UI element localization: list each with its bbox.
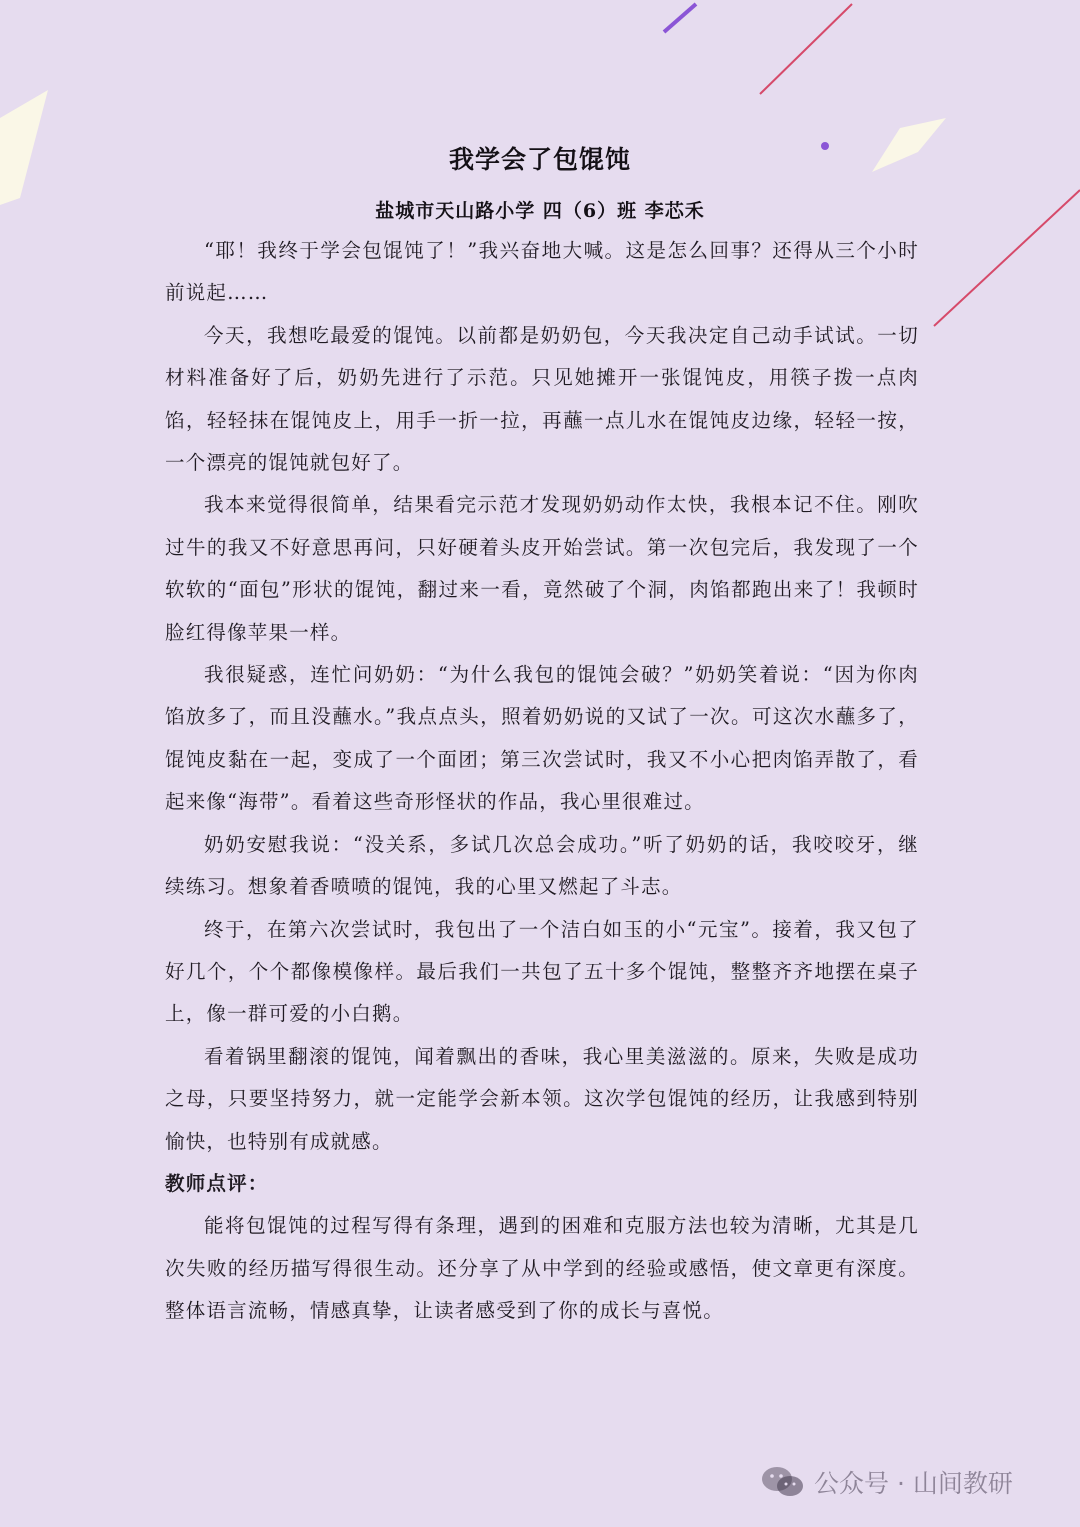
paragraph: 终于，在第六次尝试时，我包出了一个洁白如玉的小“元宝”。接着，我又包了好几个，个个都像模像样。最后我们一共包了五十多个馄饨，整整齐齐地摆在桌子上，像一群可爱的小白鹅。 bbox=[165, 917, 919, 1026]
watermark-text: 公众号 · 山间教研 bbox=[814, 1469, 1013, 1498]
article-title: 我学会了包馄饨 bbox=[448, 145, 631, 174]
paragraph: 我很疑惑，连忙问奶奶：“为什么我包的馄饨会破？”奶奶笑着说：“因为你肉馅放多了，而且没蘸水。”我点点头，照着奶奶说的又试了一次。可这次水蘸多了，馄饨皮黏在一起，变成了一个面团；第三次尝试时，我又不小心把肉馅弄散了，看起来像“海带”。看着这些奇形怪状的作品，我心里很难过。 bbox=[165, 663, 919, 814]
decor-red-line-top bbox=[760, 4, 852, 94]
comment-heading: 教师点评： bbox=[165, 1171, 269, 1195]
wechat-icon bbox=[760, 1464, 806, 1500]
paragraph: 今天，我想吃最爱的馄饨。以前都是奶奶包，今天我决定自己动手试试。一切材料准备好了后，奶奶先进行了示范。只见她摊开一张馄饨皮，用筷子拨一点肉馅，轻轻抹在馄饨皮上，用手一折一拉，再蘸一点儿水在馄饨皮边缘，轻轻一按，一个漂亮的馄饨就包好了。 bbox=[165, 323, 919, 475]
paragraph: 我本来觉得很简单，结果看完示范才发现奶奶动作太快，我根本记不住。刚吹过牛的我又不好意思再问，只好硬着头皮开始尝试。第一次包完后，我发现了一个软软的“面包”形状的馄饨，翻过来一看，竟然破了个洞，肉馅都跑出来了！我顿时脸红得像苹果一样。 bbox=[165, 493, 919, 644]
decor-purple-stroke bbox=[664, 4, 696, 32]
watermark bbox=[760, 1462, 1013, 1502]
paragraph: “耶！我终于学会包馄饨了！”我兴奋地大喊。这是怎么回事？还得从三个小时前说起…… bbox=[165, 239, 919, 305]
article-byline: 盐城市天山路小学 四（6）班 李芯禾 bbox=[375, 200, 705, 222]
paragraph: 看着锅里翻滚的馄饨，闻着飘出的香味，我心里美滋滋的。原来，失败是成功之母，只要坚持努力，就一定能学会新本领。这次学包馄饨的经历，让我感到特别愉快，也特别有成就感。 bbox=[165, 1044, 919, 1153]
article-body bbox=[165, 230, 919, 1333]
teacher-comment: 能将包馄饨的过程写得有条理，遇到的困难和克服方法也较为清晰，尤其是几次失败的经历描写得很生动。还分享了从中学到的经验或感悟，使文章更有深度。整体语言流畅，情感真挚，让读者感受到了你的成长与喜悦。 bbox=[165, 1214, 919, 1323]
paragraph: 奶奶安慰我说：“没关系，多试几次总会成功。”听了奶奶的话，我咬咬牙，继续练习。想象着香喷喷的馄饨，我的心里又燃起了斗志。 bbox=[165, 832, 919, 899]
